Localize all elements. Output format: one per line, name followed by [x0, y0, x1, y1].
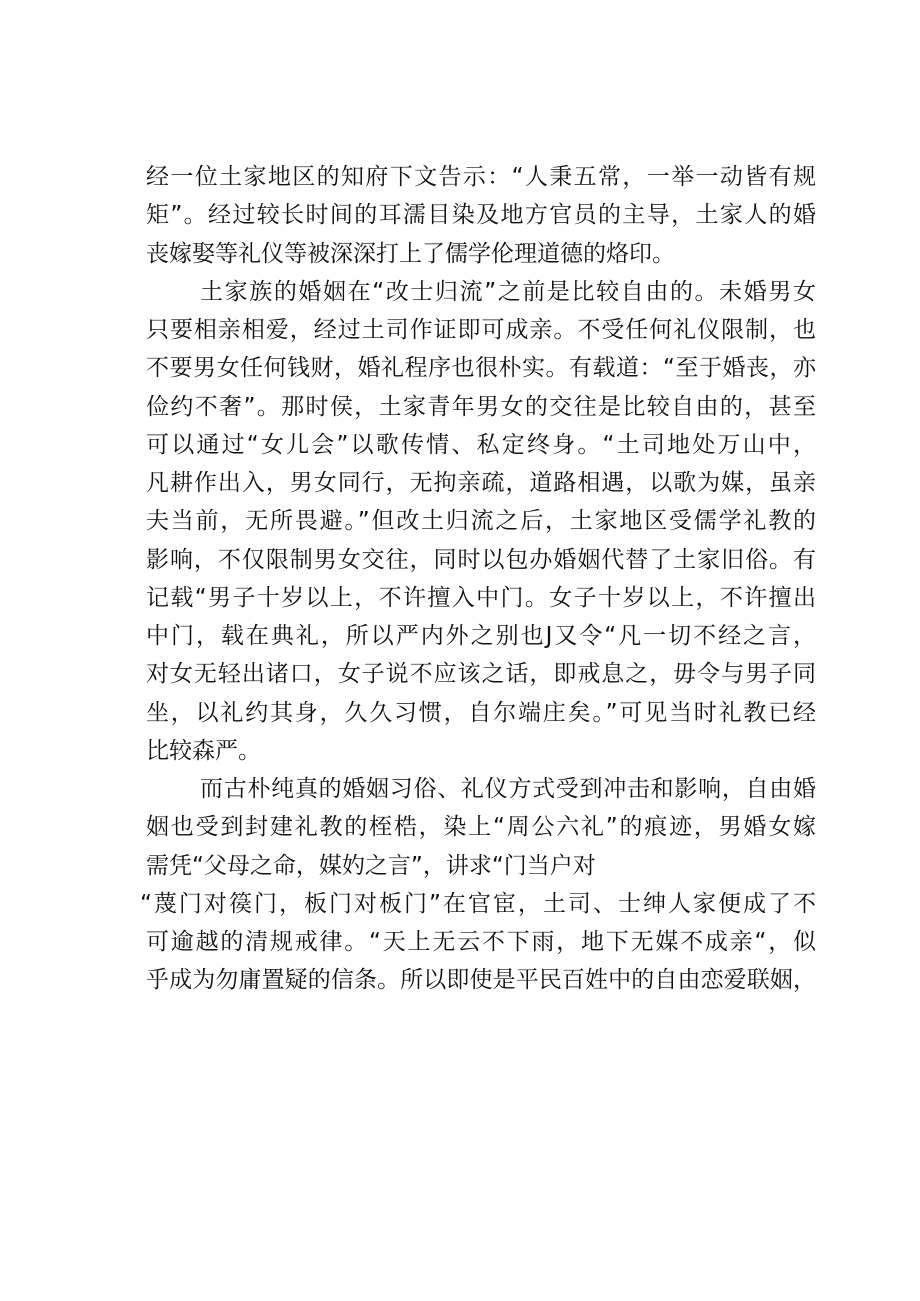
- text-line: 俭约不奢”。那时侯，土家青年男女的交往是比较自由的，甚至: [146, 393, 816, 420]
- text-line: 需凭“父母之命，媒妁之言”，讲求“门当户对: [146, 852, 596, 879]
- text-line: 可逾越的清规戒律。“天上无云不下雨，地下无媒不成亲“，似: [146, 929, 816, 955]
- text-line: 经一位土家地区的知府下文告示：“人秉五常，一举一动皆有规: [146, 164, 816, 190]
- text-line: 对女无轻出诸口，女子说不应该之话，即戒息之，毋令与男子同: [146, 661, 816, 688]
- text-line: 只要相亲相爱，经过土司作证即可成亲。不受任何礼仪限制，也: [146, 317, 816, 343]
- text-line: 比较森严。: [146, 737, 261, 764]
- body-text: [140, 158, 816, 1000]
- text-line: 姻也受到封建礼教的桎梏，染上“周公六礼”的痕迹，男婚女嫁: [146, 814, 816, 841]
- text-line: 影响，不仅限制男女交往，同时以包办婚姻代替了土家旧俗。有: [146, 546, 816, 573]
- paragraph-first-line: 而古朴纯真的婚姻习俗、礼仪方式受到冲击和影响，自由婚: [200, 776, 816, 802]
- paragraph-first-line: 土家族的婚姻在“改士归流”之前是比较自由的。未婚男女: [200, 278, 816, 305]
- text-line: 矩”。经过较长时间的耳濡目染及地方官员的主导，土家人的婚: [146, 202, 816, 229]
- text-line: 丧嫁娶等礼仪等被深深打上了儒学伦理道德的烙印。: [146, 240, 675, 267]
- text-line: “蔑门对篌门，板门对板门”在官宦，土司、士绅人家便成了不: [140, 890, 816, 917]
- text-line: 乎成为勿庸置疑的信条。所以即使是平民百姓中的自由恋爱联姻，: [146, 967, 816, 994]
- text-line: 记载“男子十岁以上，不许擅入中门。女子十岁以上，不许擅出: [146, 584, 816, 611]
- text-line: 可以通过“女儿会”以歌传情、私定终身。“土司地处万山中，: [146, 431, 816, 458]
- text-line: 凡耕作出入，男女同行，无拘亲疏，道路相遇，以歌为媒，虽亲: [146, 470, 816, 496]
- text-line: 中门，载在典礼，所以严内外之别也J又令“凡一切不经之言，: [146, 623, 816, 649]
- text-line: 夫当前，无所畏避。”但改土归流之后，土家地区受儒学礼教的: [146, 508, 816, 535]
- text-line: 不要男女任何钱财，婚礼程序也很朴实。有载道：“至于婚丧，亦: [146, 355, 816, 382]
- text-line: 坐，以礼约其身，久久习惯，自尔端庄矣。”可见当时礼教已经: [146, 699, 816, 726]
